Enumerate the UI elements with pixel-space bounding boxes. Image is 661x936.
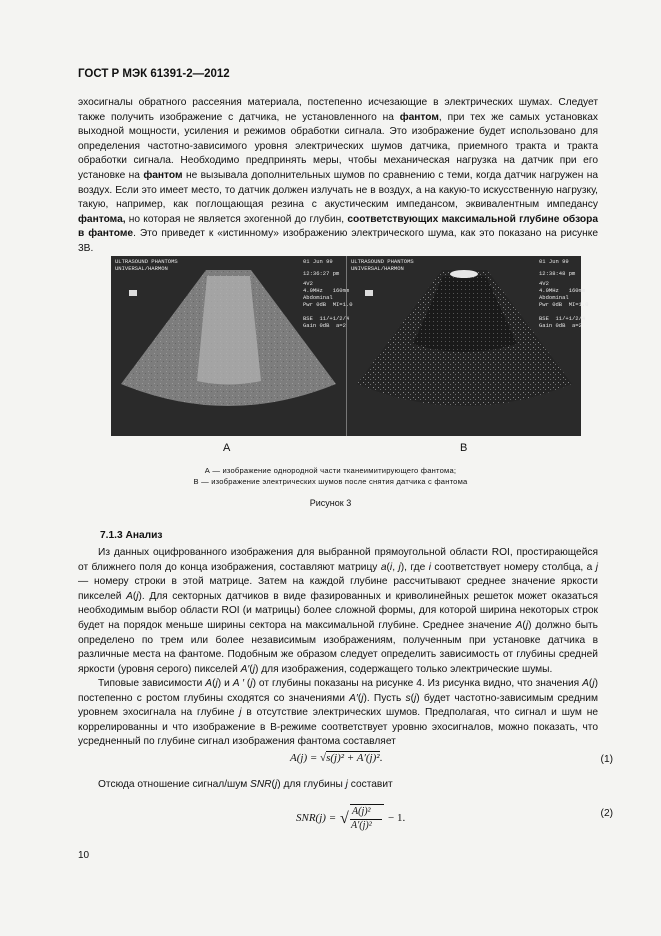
formula-2-radicand xyxy=(350,804,384,833)
intro-paragraph: эхосигналы обратного рассеяния материала, постепенно исчезающие в электрических шумах. Следует также получить изображение с датчика, не установленного на фантом, при тех же самых установках выходной мощности, усиления и режимов обработки сигнала. Это изображение будет использовано для определения частотно-зависимого уровня электрических шумов датчика, приемного тракта и тракта обработки сигнала. Необходимо предпринять меры, чтобы механическая нагрузка на датчик при его установке на фантом не вызывала дополнительных шумов по сравнению с теми, когда датчик нагружен на воздух. Если это имеет место, то датчик должен излучать не в воздух, а на какую-то искусственную нагрузку, такую, например, как поглощающая резина с акустическим импедансом, эквивалентным импедансу фантома, но которая не является эхогенной до глубин, соответствующих максимальной глубине обзора в фантоме. Это приведет к «истинному» изображению электрического шума, как это показано на рисунке 3В. xyxy=(78,97,599,254)
figure-caption-a: А — изображение однородной части тканеимитирующего фантома; xyxy=(204,466,457,475)
section-heading: 7.1.3 Анализ xyxy=(100,530,163,541)
formula-1: A(j) = √s(j)² + A′(j)². xyxy=(290,752,383,764)
formula-1-left: A(j) = xyxy=(290,752,318,764)
scan-title-a: ULTRASOUND PHANTOMS UNIVERSAL/HARMON xyxy=(115,258,178,272)
formula-1-radicand: s(j)² + A′(j)² xyxy=(326,752,380,764)
ultrasound-image-b xyxy=(346,256,589,436)
equation-number-2: (2) xyxy=(600,808,613,819)
formula-2-tail: − 1. xyxy=(388,812,406,824)
formula-2-left: SNR(j) = xyxy=(296,812,337,824)
document-header: ГОСТ Р МЭК 61391-2—2012 xyxy=(78,68,230,80)
snr-paragraph: Отсюда отношение сигнал/шум SNR(j) для глубины j составит xyxy=(98,779,393,790)
sqrt-sign-2: √ xyxy=(340,810,349,827)
figure-caption-b: В — изображение электрических шумов после снятия датчика с фантома xyxy=(193,477,468,486)
equation-number-1: (1) xyxy=(600,754,613,765)
ultrasound-figure xyxy=(111,256,589,436)
scan-title-b: ULTRASOUND PHANTOMS UNIVERSAL/HARMON xyxy=(351,258,414,272)
page-number: 10 xyxy=(78,850,90,861)
panel-label-a: A xyxy=(223,442,231,454)
scan-date-b: 01 Jun 99 xyxy=(539,258,569,265)
analysis-paragraph: Из данных оцифрованного изображения для выбранной прямоугольной области ROI, простирающейся от ближнего поля до конца изображения, составляют матрицу a(i, j), где i соответствует номеру столбца, а j — номеру строки в этой матрице. Затем на каждой глубине рассчитывают среднее значение яркости пикселей A(j). Для секторных датчиков в виде фазированных и криволинейных решеток может оказаться необходимым выбор области ROI (и матрицы) более сложной формы, для которой ширина некоторых строк будет на порядок меньше ширины сектора на максимальной глубине. Среднее значение A(j) должно быть определено по трем или более независимым изображениям, полученным при установке датчика в различные места на фантоме. Подобным же образом следует определить зависимость от глубины средней яркости (уровня серого) пикселей A′(j) для изображения, содержащего только электрические шумы. xyxy=(78,547,599,675)
figure-title: Рисунок 3 xyxy=(309,498,352,508)
scan-time-b: 12:38:48 pm xyxy=(539,270,576,277)
formula-2-numerator: A(j)² xyxy=(352,806,371,817)
scan-time-a: 12:36:27 pm xyxy=(303,270,340,277)
scan-params-a: 4V2 4.0MHz 160mm Abdominal Pwr 0dB MI=1.0 BSE 11/+1/2/4 Gain 0dB a=2 xyxy=(303,280,353,329)
panel-label-b: B xyxy=(460,442,468,454)
typical-dependencies-paragraph: Типовые зависимости A(j) и A ′ (j) от глубины показаны на рисунке 4. Из рисунка видно, что значения A(j) постепенно с ростом глубины сходятся со значениями A′(j). Пусть s(j) будет частотно-зависимым средним уровнем эхосигнала на глубине j в отсутствие электрических шумов. Предполагая, что сигнал и шум не коррелированны и что изображение в В-режиме соответствует уровню эхосигналов, можно показать, что усредненный по глубине сигнал изображения фантома составляет xyxy=(78,678,598,748)
scan-date-a: 01 Jun 99 xyxy=(303,258,333,265)
scan-params-b: 4V2 4.0MHz 160mm Abdominal Pwr 0dB MI=1.0 BSE 11/+1/2/4 Gain 0dB a=2 xyxy=(539,280,589,329)
sqrt-sign-1: √ xyxy=(320,752,327,764)
ultrasound-image-a xyxy=(111,256,353,436)
formula-2-denominator: A′(j)² xyxy=(351,820,372,831)
